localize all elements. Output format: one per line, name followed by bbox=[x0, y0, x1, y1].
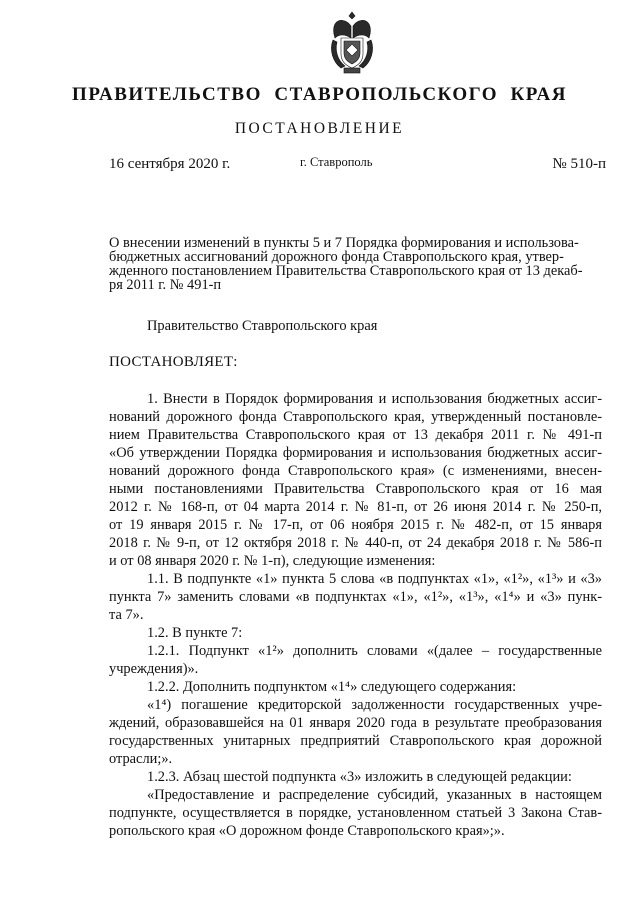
body-line: «Об утверждении Порядка формирования и использования бюджетных ассиг- bbox=[109, 445, 602, 461]
body-line: 2012 г. № 168-п, от 04 марта 2014 г. № 81-п, от 26 июня 2014 г. № 250-п, bbox=[109, 499, 602, 515]
body-line: 1.2. В пункте 7: bbox=[147, 625, 243, 641]
decree-word: ПОСТАНОВЛЯЕТ: bbox=[109, 354, 238, 370]
subject-line: О внесении изменений в пункты 5 и 7 Порядка формирования и использова- bbox=[109, 235, 579, 251]
body-line: 2018 г. № 9-п, от 12 октября 2018 г. № 440-п, от 24 декабря 2018 г. № 586-п bbox=[109, 535, 602, 551]
body-line: 1.2.2. Дополнить подпунктом «1⁴» следующего содержания: bbox=[147, 679, 517, 695]
body-line: та 7». bbox=[109, 607, 144, 623]
body-line: нований дорожного фонда Ставропольского края» (с изменениями, внесен- bbox=[109, 463, 602, 479]
document-city: г. Ставрополь bbox=[300, 155, 373, 169]
body-line: учреждения)». bbox=[109, 661, 199, 677]
body-line: 1.1. В подпункте «1» пункта 5 слова «в подпунктах «1», «1²», «1³» и «3» bbox=[147, 571, 602, 587]
body-line: 1.2.3. Абзац шестой подпункта «3» изложить в следующей редакции: bbox=[147, 769, 572, 785]
body-line: ными постановлениями Правительства Ставропольского края от 16 мая bbox=[109, 481, 602, 497]
body-line: подпункте, осуществляется в порядке, установленном статьей 3 Закона Став- bbox=[109, 805, 602, 821]
body-line: ждений, образовавшейся на 01 января 2020 года в результате преобразования bbox=[109, 715, 602, 731]
body-line: отрасли;». bbox=[109, 751, 173, 767]
body-line: пункта 7» заменить словами «в подпунктах «1», «1²», «1³», «1⁴» и «3» пунк- bbox=[109, 589, 602, 605]
body-line: нований дорожного фонда Ставропольского края, утвержденный постановле- bbox=[109, 409, 602, 425]
government-name: Правительство Ставропольского края bbox=[147, 318, 378, 334]
subject-line: жденного постановлением Правительства Ставропольского края от 13 декаб- bbox=[109, 263, 583, 279]
document-date: 16 сентября 2020 г. bbox=[109, 156, 231, 172]
body-line: и от 08 января 2020 г. № 1-п), следующие изменения: bbox=[109, 553, 436, 569]
subject-line: бюджетных ассигнований дорожного фонда Ставропольского края, утвер- bbox=[109, 249, 564, 265]
body-line: 1. Внести в Порядок формирования и использования бюджетных ассиг- bbox=[147, 391, 602, 407]
body-line: «Предоставление и распределение субсидий, указанных в настоящем bbox=[147, 787, 602, 803]
body-line: от 19 января 2015 г. № 17-п, от 06 ноября 2015 г. № 482-п, от 15 января bbox=[109, 517, 602, 533]
document-type: ПОСТАНОВЛЕНИЕ bbox=[234, 120, 405, 137]
coat-of-arms-icon bbox=[327, 10, 377, 76]
body-line: «1⁴) погашение кредиторской задолженности государственных учре- bbox=[147, 697, 602, 713]
subject-line: ря 2011 г. № 491-п bbox=[109, 277, 222, 293]
body-line: 1.2.1. Подпункт «1²» дополнить словами «(далее – государственные bbox=[147, 643, 602, 659]
body-line: ропольского края «О дорожном фонде Ставропольского края»;». bbox=[109, 823, 505, 839]
body-line: государственных унитарных предприятий Ставропольского края дорожной bbox=[109, 733, 602, 749]
document-number: № 510-п bbox=[552, 156, 606, 172]
body-line: нием Правительства Ставропольского края от 13 декабря 2011 г. № 491-п bbox=[109, 427, 602, 443]
document-subject bbox=[109, 236, 602, 292]
government-title: ПРАВИТЕЛЬСТВО СТАВРОПОЛЬСКОГО КРАЯ bbox=[72, 84, 567, 105]
